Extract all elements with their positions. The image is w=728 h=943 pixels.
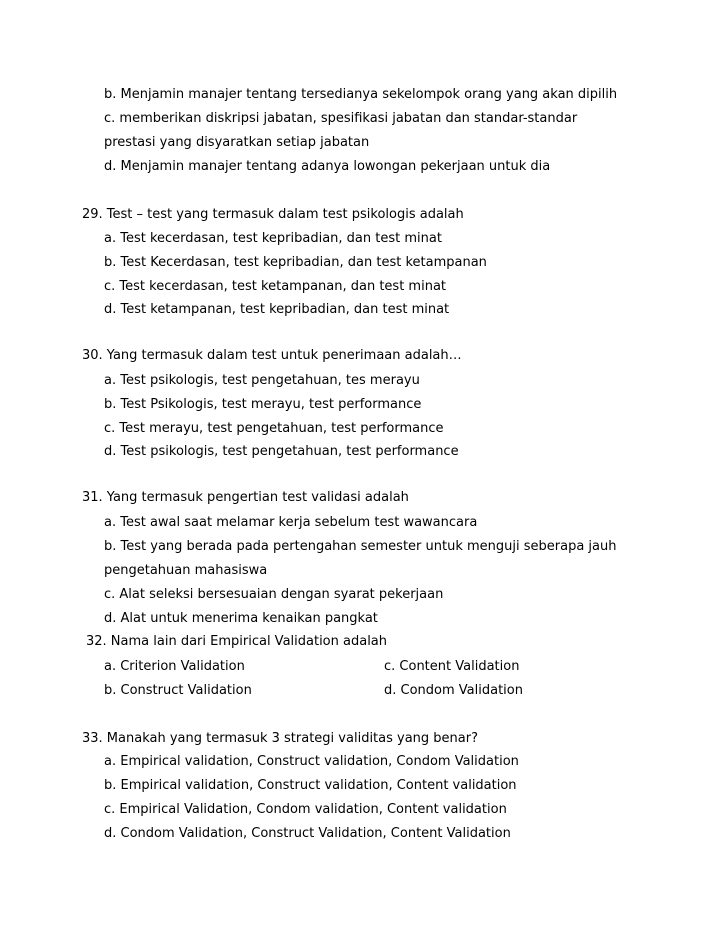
option-text: d. Test ketampanan, test kepribadian, dan test minat — [104, 302, 450, 317]
option-text: b. Test yang berada pada pertengahan semester untuk menguji seberapa jauh — [104, 539, 617, 554]
option-text: b. Test Kecerdasan, test kepribadian, dan test ketampanan — [104, 255, 487, 270]
option-text: d. Menjamin manajer tentang adanya lowongan pekerjaan untuk dia — [104, 159, 551, 174]
option-text: prestasi yang disyaratkan setiap jabatan — [104, 135, 370, 150]
question-33-text: 33. Manakah yang termasuk 3 strategi validitas yang benar? — [82, 731, 479, 746]
option-text: b. Menjamin manajer tentang tersedianya sekelompok orang yang akan dipilih — [104, 87, 618, 102]
option-text: d. Alat untuk menerima kenaikan pangkat — [104, 611, 378, 626]
option-text: c. Alat seleksi bersesuaian dengan syarat pekerjaan — [104, 587, 444, 602]
option-text: c. Test kecerdasan, test ketampanan, dan test minat — [104, 279, 447, 294]
question-31-text: 31. Yang termasuk pengertian test validasi adalah — [82, 490, 409, 505]
option-text: d. Test psikologis, test pengetahuan, test performance — [104, 444, 459, 459]
option-text: a. Test psikologis, test pengetahuan, tes merayu — [104, 373, 420, 388]
option-text: c. memberikan diskripsi jabatan, spesifikasi jabatan dan standar-standar — [104, 111, 578, 126]
option-text: a. Criterion Validation — [104, 659, 245, 674]
option-text: d. Condom Validation — [384, 683, 523, 698]
option-text: a. Test kecerdasan, test kepribadian, dan test minat — [104, 231, 442, 246]
question-32-text: 32. Nama lain dari Empirical Validation adalah — [86, 634, 388, 649]
question-30-text: 30. Yang termasuk dalam test untuk penerimaan adalah… — [82, 348, 462, 363]
option-text: b. Test Psikologis, test merayu, test performance — [104, 397, 422, 412]
option-text: pengetahuan mahasiswa — [104, 563, 268, 578]
option-text: c. Empirical Validation, Condom validation, Content validation — [104, 802, 507, 817]
option-text: a. Empirical validation, Construct validation, Condom Validation — [104, 754, 519, 769]
option-text: c. Test merayu, test pengetahuan, test performance — [104, 421, 444, 436]
option-text: c. Content Validation — [384, 659, 520, 674]
option-text: b. Construct Validation — [104, 683, 252, 698]
option-text: d. Condom Validation, Construct Validation, Content Validation — [104, 826, 511, 841]
option-text: a. Test awal saat melamar kerja sebelum test wawancara — [104, 515, 478, 530]
option-text: b. Empirical validation, Construct validation, Content validation — [104, 778, 517, 793]
question-29-text: 29. Test – test yang termasuk dalam test psikologis adalah — [82, 207, 464, 222]
